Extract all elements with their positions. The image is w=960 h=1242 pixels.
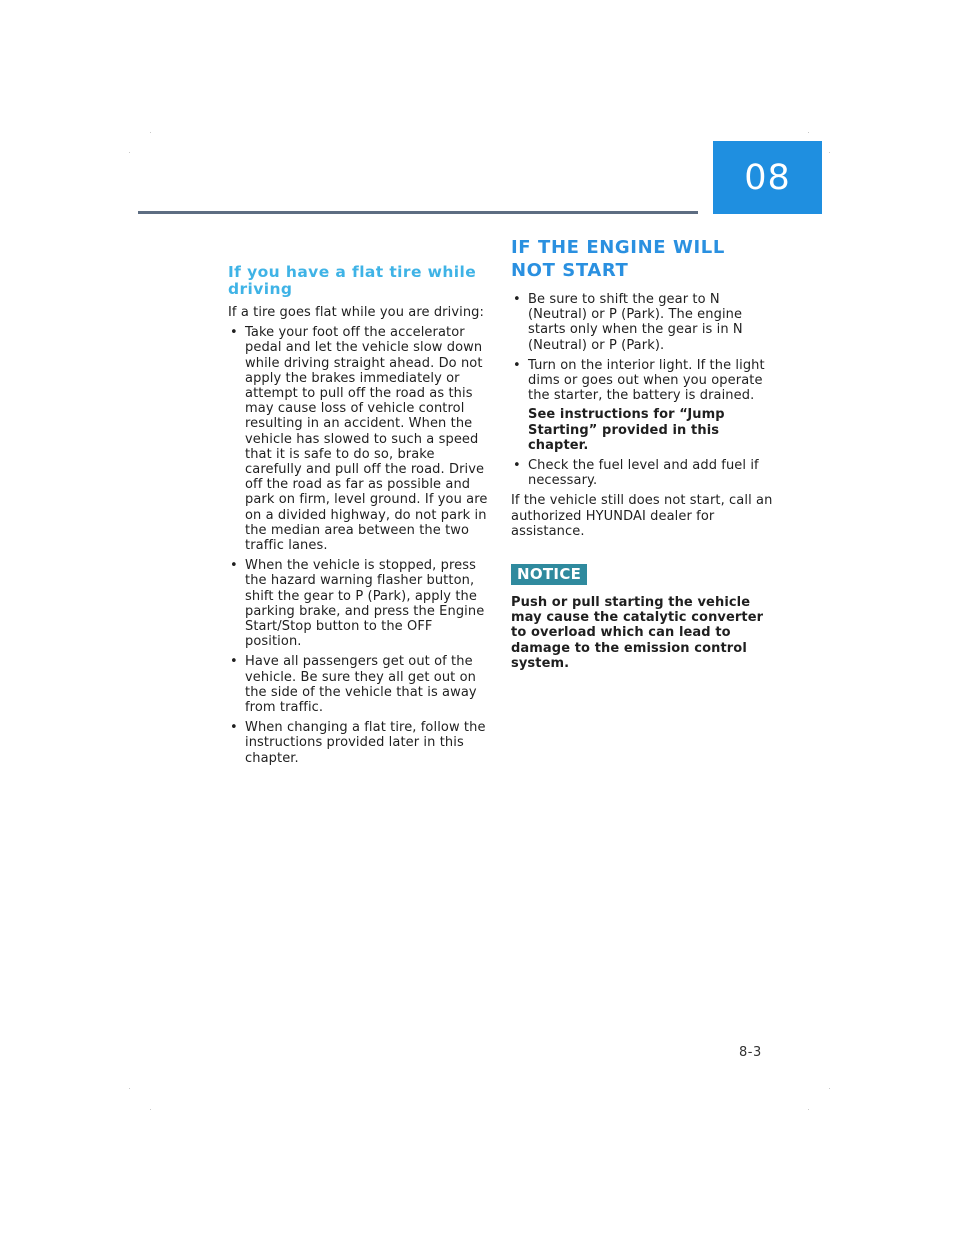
print-speck [829,1088,830,1089]
bullet-icon: • [513,292,521,307]
bullet-icon: • [230,558,238,574]
list-item: • When changing a flat tire, follow the instructions provided later in this chapter. [230,720,486,766]
list-item: • Check the fuel level and add fuel if necessary. [513,458,759,489]
list-item: • Be sure to shift the gear to N (Neutral) or P (Park). The engine starts only when the gear is in N (Neutral) or P (Park). [513,292,743,353]
dealer-assistance-text: If the vehicle still does not start, call an authorized HYUNDAI dealer for assistance. [511,493,773,539]
bullet-icon: • [230,325,238,341]
engine-start-heading: IF THE ENGINE WILL NOT START [511,237,725,281]
print-speck [129,1088,130,1089]
print-speck [150,1109,151,1110]
page-number: 8-3 [739,1045,762,1060]
jump-starting-note: See instructions for “Jump Starting” provided in this chapter. [528,407,725,453]
bullet-icon: • [513,357,521,373]
list-item: • When the vehicle is stopped, press the hazard warning flasher button, shift the gear to P (Park), apply the parking brake, and press the Engine Start/Stop button to the OFF position. [230,558,485,650]
print-speck [808,1109,809,1110]
bullet-icon: • [513,458,521,474]
flat-tire-intro: If a tire goes flat while you are driving: [228,305,485,320]
print-speck [829,152,830,153]
notice-badge: NOTICE [511,564,587,585]
print-speck [150,132,151,133]
chapter-tab: 08 [713,141,822,214]
bullet-icon: • [230,720,238,736]
flat-tire-subheading: If you have a flat tire while driving [228,263,477,298]
print-speck [129,152,130,153]
header-rule [138,211,698,214]
notice-text: Push or pull starting the vehicle may cause the catalytic converter to overload which can lead to damage to the emission control system. [511,595,764,671]
right-column [511,236,773,671]
engine-start-bullet-list [511,292,773,488]
flat-tire-bullet-list [228,325,490,766]
list-item: • Take your foot off the accelerator pedal and let the vehicle slow down while driving straight ahead. Do not apply the brakes immediately or attempt to pull off the road as this may cause loss of vehicle control resulting in an accident. When the vehicle has slowed to such a speed that it is safe to do so, brake carefully and pull off the road. Drive off the road as far as possible and park on firm, level ground. If you are on a divided highway, do not park in the median area between the two traffic lanes. [230,325,488,554]
left-column [228,264,490,771]
list-item: • Have all passengers get out of the vehicle. Be sure they all get out on the side of the vehicle that is away from traffic. [230,654,477,716]
print-speck [808,132,809,133]
list-item: • Turn on the interior light. If the light dims or goes out when you operate the starter, the battery is drained. See instructions for “Jump Starting” provided in this chapter. [511,358,773,453]
bullet-icon: • [230,654,238,670]
